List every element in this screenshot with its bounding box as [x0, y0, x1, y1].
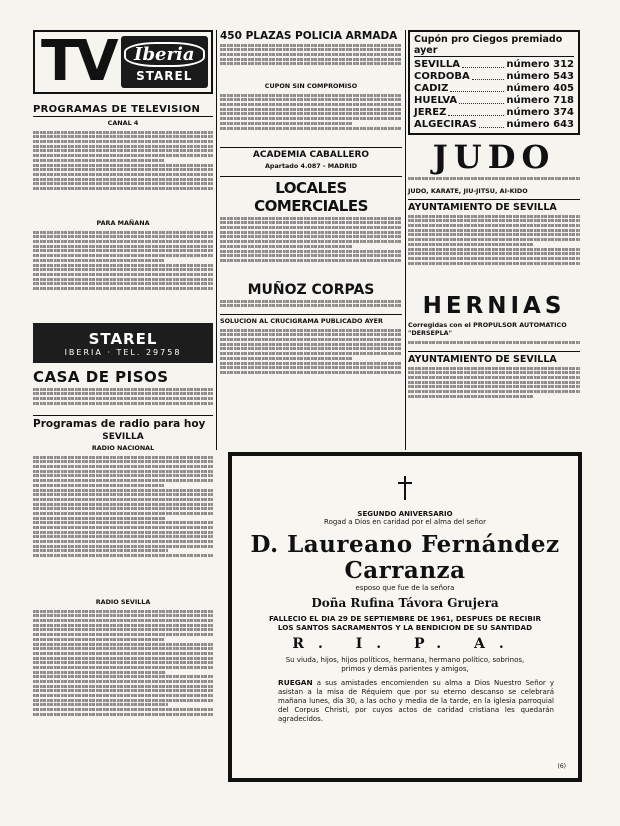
ayuntamiento-text-2 — [408, 365, 580, 415]
print-texture-line — [33, 282, 213, 285]
print-texture-line — [220, 53, 402, 56]
cupon-dots — [472, 71, 505, 80]
print-texture-line — [33, 140, 213, 143]
cupon-row — [414, 59, 574, 71]
obituary-notice — [228, 452, 582, 782]
munoz-corpas-heading: MUÑOZ CORPAS — [247, 282, 375, 298]
radio-heading: Programas de radio para hoy — [33, 415, 213, 430]
print-texture-line — [33, 549, 168, 552]
print-texture-line — [33, 489, 213, 492]
cupon-ciegos-box — [408, 30, 580, 135]
print-texture-line — [33, 264, 213, 267]
locales-text — [220, 215, 402, 279]
print-texture-line — [408, 381, 580, 384]
print-texture-line — [33, 287, 213, 290]
print-texture-line — [33, 135, 213, 138]
obituary-wife-name: Doña Rufina Távora Grujera — [311, 596, 499, 610]
print-texture-line — [33, 633, 213, 636]
obituary-anniversary: SEGUNDO ANIVERSARIO — [357, 510, 453, 518]
column-right — [408, 30, 580, 415]
print-texture-line — [408, 229, 580, 232]
cupon-row — [414, 83, 574, 95]
print-texture-line — [220, 58, 402, 61]
print-texture-line — [33, 178, 213, 181]
banner-line-1: STAREL — [88, 329, 158, 348]
print-texture-line — [33, 619, 213, 622]
cupon-city: CADIZ — [414, 83, 449, 94]
radio-nacional-text — [33, 454, 213, 596]
cross-icon — [404, 476, 406, 500]
print-texture-line — [33, 689, 213, 692]
plazas-text — [220, 42, 402, 80]
print-texture-line — [33, 699, 213, 702]
plazas-form-text — [220, 92, 402, 144]
print-texture-line — [220, 231, 402, 234]
print-texture-line — [220, 245, 353, 248]
print-texture-line — [33, 131, 213, 134]
ayuntamiento-text-1 — [408, 213, 580, 289]
cupon-dots — [450, 83, 504, 92]
print-texture-line — [33, 643, 213, 646]
cupon-number: número 312 — [506, 59, 574, 70]
cupon-number: número 543 — [506, 71, 574, 82]
print-texture-line — [33, 713, 213, 716]
print-texture-line — [408, 341, 580, 344]
print-texture-line — [33, 638, 164, 641]
print-texture-line — [33, 628, 213, 631]
tv-tomorrow-text — [33, 229, 213, 317]
cupon-city: SEVILLA — [414, 59, 460, 70]
print-texture-line — [220, 343, 402, 346]
print-texture-line — [33, 173, 213, 176]
cupon-number: número 718 — [506, 95, 574, 106]
print-texture-line — [33, 703, 168, 706]
print-texture-line — [33, 512, 213, 515]
tv-channel: CANAL 4 — [107, 119, 139, 127]
cupon-rows — [414, 59, 574, 131]
print-texture-line — [33, 526, 213, 529]
column-rule-2 — [405, 30, 406, 450]
print-texture-line — [33, 554, 213, 557]
print-texture-line — [33, 460, 213, 463]
print-texture-line — [408, 262, 580, 265]
cupon-dots — [479, 119, 505, 128]
print-texture-line — [33, 675, 213, 678]
print-texture-line — [33, 535, 213, 538]
print-texture-line — [33, 182, 213, 185]
obituary-died-2: LOS SANTOS SACRAMENTOS Y LA BENDICION DE SU SANTIDAD — [277, 623, 533, 632]
print-texture-line — [33, 685, 213, 688]
judo-disciplines: JUDO, KARATE, JIU-JITSU, AI-KIDO — [408, 187, 528, 195]
print-texture-line — [33, 624, 213, 627]
hernias-line: Corregidas con el PROPULSOR AUTOMATICO "DERSEPLA" — [408, 321, 567, 337]
ayuntamiento-heading-1: AYUNTAMIENTO DE SEVILLA — [408, 199, 580, 213]
print-texture-line — [33, 661, 213, 664]
print-texture-line — [220, 366, 402, 369]
print-texture-line — [33, 666, 213, 669]
print-texture-line — [33, 545, 213, 548]
hernias-text — [408, 339, 580, 347]
print-texture-line — [220, 62, 402, 65]
print-texture-line — [33, 397, 213, 400]
plazas-heading: 450 PLAZAS POLICIA ARMADA — [220, 30, 398, 42]
print-texture-line — [408, 224, 580, 227]
column-left — [33, 30, 213, 758]
cupon-dots — [448, 107, 504, 116]
print-texture-line — [220, 94, 402, 97]
print-texture-line — [33, 680, 213, 683]
print-texture-line — [220, 221, 402, 224]
cupon-city: ALGECIRAS — [414, 119, 477, 130]
print-texture-line — [33, 498, 213, 501]
print-texture-line — [220, 122, 353, 125]
tv-programs-heading: PROGRAMAS DE TELEVISION — [33, 104, 213, 117]
radio-sevilla-text — [33, 608, 213, 758]
print-texture-line — [33, 479, 213, 482]
print-texture-line — [220, 371, 402, 374]
print-texture-line — [220, 127, 402, 130]
obituary-died-1: FALLECIO EL DIA 29 DE SEPTIEMBRE DE 1961, DESPUES DE RECIBIR — [268, 614, 542, 623]
print-texture-line — [33, 507, 213, 510]
print-texture-line — [33, 657, 213, 660]
print-texture-line — [33, 240, 213, 243]
print-texture-line — [220, 235, 402, 238]
tv-programs-text — [33, 129, 213, 217]
print-texture-line — [220, 112, 402, 115]
cupon-row — [414, 107, 574, 119]
obituary-name-2: Carranza — [344, 557, 466, 584]
obituary-request-text: a sus amistades encomienden su alma a Dios Nuestro Señor y asistan a la misa de Réquiem que por su eterno descanso se celebrará mañana lunes, día 30, a las ocho y media de la tarde, en la iglesia parroquial del Corpus Christi, por cuyos actos de caridad cristiana les quedarán agradecidos. — [278, 679, 554, 723]
print-texture-line — [220, 226, 402, 229]
cupon-title: Cupón pro Ciegos premiado ayer — [414, 34, 574, 57]
print-texture-line — [408, 367, 580, 370]
iberia-starel-logo — [121, 36, 208, 88]
obituary-name-1: D. Laureano Fernández — [250, 531, 560, 558]
print-texture-line — [33, 168, 213, 171]
print-texture-line — [33, 531, 213, 534]
print-texture-line — [33, 493, 213, 496]
print-texture-line — [220, 250, 402, 253]
print-texture-line — [33, 231, 213, 234]
print-texture-line — [220, 108, 402, 111]
print-texture-line — [33, 708, 213, 711]
cupon-city: CORDOBA — [414, 71, 470, 82]
print-texture-line — [220, 304, 402, 307]
munoz-corpas-text — [220, 298, 402, 312]
tv-big-letters: TV — [41, 29, 115, 94]
cupon-city: JEREZ — [414, 107, 447, 118]
starel-banner — [33, 323, 213, 363]
column-middle — [220, 30, 402, 397]
print-texture-line — [220, 240, 402, 243]
banner-line-2: IBERIA · TEL. 29758 — [64, 347, 182, 357]
print-texture-line — [408, 248, 580, 251]
obituary-request — [278, 678, 554, 724]
print-texture-line — [408, 177, 580, 180]
crucigrama-heading: SOLUCION AL CRUCIGRAMA PUBLICADO AYER — [220, 314, 402, 325]
cupon-number: número 643 — [506, 119, 574, 130]
cupon-row — [414, 95, 574, 107]
print-texture-line — [33, 540, 213, 543]
print-texture-line — [408, 238, 580, 241]
print-texture-line — [33, 503, 213, 506]
column-rule-1 — [216, 30, 217, 450]
print-texture-line — [408, 257, 580, 260]
cupon-dots — [459, 95, 504, 104]
cupon-dots — [462, 59, 504, 68]
obituary-spouse-intro: esposo que fue de la señora — [355, 584, 455, 592]
print-texture-line — [33, 474, 213, 477]
print-texture-line — [33, 187, 213, 190]
print-texture-line — [408, 390, 580, 393]
tv-tomorrow-heading: PARA MAÑANA — [96, 219, 150, 227]
judo-gym-text — [408, 175, 580, 185]
academia-address: Apartado 4.087 - MADRID — [264, 162, 358, 170]
casa-pisos-text — [33, 386, 213, 412]
print-texture-line — [33, 484, 164, 487]
print-texture-line — [33, 521, 213, 524]
print-texture-line — [408, 233, 580, 236]
judo-heading: JUDO — [432, 138, 556, 176]
print-texture-line — [33, 465, 213, 468]
print-texture-line — [408, 219, 580, 222]
radio-station-2: RADIO SEVILLA — [95, 598, 151, 606]
print-texture-line — [33, 647, 213, 650]
cupon-number: número 405 — [506, 83, 574, 94]
print-texture-line — [33, 517, 166, 520]
locales-heading: LOCALES COMERCIALES — [220, 176, 402, 215]
obituary-pray: Rogad a Dios en caridad por el alma del señor — [324, 518, 486, 526]
crucigrama-text — [220, 327, 402, 397]
casa-pisos-heading: CASA DE PISOS — [33, 368, 169, 386]
print-texture-line — [33, 154, 213, 157]
print-texture-line — [33, 235, 213, 238]
print-texture-line — [33, 164, 213, 167]
cupon-number: número 374 — [506, 107, 574, 118]
print-texture-line — [408, 395, 534, 398]
print-texture-line — [408, 215, 580, 218]
print-texture-line — [408, 252, 580, 255]
tv-ad — [33, 30, 213, 94]
print-texture-line — [33, 652, 213, 655]
print-texture-line — [220, 48, 402, 51]
print-texture-line — [33, 456, 213, 459]
obituary-code: (6) — [557, 763, 566, 770]
print-texture-line — [220, 300, 402, 303]
print-texture-line — [33, 268, 213, 271]
print-texture-line — [33, 694, 213, 697]
print-texture-line — [220, 103, 402, 106]
print-texture-line — [33, 278, 213, 281]
print-texture-line — [220, 98, 402, 101]
print-texture-line — [220, 362, 402, 365]
print-texture-line — [33, 249, 213, 252]
cupon-city: HUELVA — [414, 95, 458, 106]
print-texture-line — [33, 388, 213, 391]
print-texture-line — [220, 217, 402, 220]
print-texture-line — [33, 671, 166, 674]
print-texture-line — [33, 470, 213, 473]
print-texture-line — [220, 352, 402, 355]
print-texture-line — [220, 333, 402, 336]
hernias-heading: HERNIAS — [422, 293, 566, 319]
logo-top: Iberia — [124, 42, 204, 67]
obituary-ripa: R. I. P. A. — [292, 636, 518, 652]
print-texture-line — [220, 347, 402, 350]
print-texture-line — [408, 385, 580, 388]
print-texture-line — [220, 338, 402, 341]
print-texture-line — [408, 371, 580, 374]
print-texture-line — [220, 254, 402, 257]
cupon-sin-compromiso: CUPON SIN COMPROMISO — [264, 82, 358, 90]
obituary-family-1: Su viuda, hijos, hijos políticos, hermana, hermano político, sobrinos, — [285, 656, 525, 664]
print-texture-line — [33, 614, 213, 617]
ayuntamiento-heading-2: AYUNTAMIENTO DE SEVILLA — [408, 351, 580, 365]
print-texture-line — [220, 259, 402, 262]
print-texture-line — [220, 117, 402, 120]
print-texture-line — [220, 357, 353, 360]
print-texture-line — [408, 376, 580, 379]
print-texture-line — [33, 273, 213, 276]
print-texture-line — [220, 329, 402, 332]
radio-station-1: RADIO NACIONAL — [91, 444, 155, 452]
cupon-row — [414, 119, 574, 131]
print-texture-line — [33, 145, 213, 148]
print-texture-line — [33, 610, 213, 613]
cupon-row — [414, 71, 574, 83]
print-texture-line — [220, 44, 402, 47]
print-texture-line — [408, 243, 534, 246]
print-texture-line — [33, 245, 213, 248]
print-texture-line — [33, 402, 213, 405]
print-texture-line — [33, 259, 164, 262]
radio-city: SEVILLA — [102, 432, 144, 442]
print-texture-line — [33, 159, 164, 162]
obituary-family-2: primos y demás parientes y amigos, — [341, 665, 469, 673]
logo-bottom: STAREL — [136, 68, 193, 83]
print-texture-line — [33, 254, 213, 257]
obituary-ruegan: RUEGAN — [278, 678, 313, 687]
print-texture-line — [33, 149, 213, 152]
print-texture-line — [33, 392, 213, 395]
academia-name: ACADEMIA CABALLERO — [220, 147, 402, 160]
